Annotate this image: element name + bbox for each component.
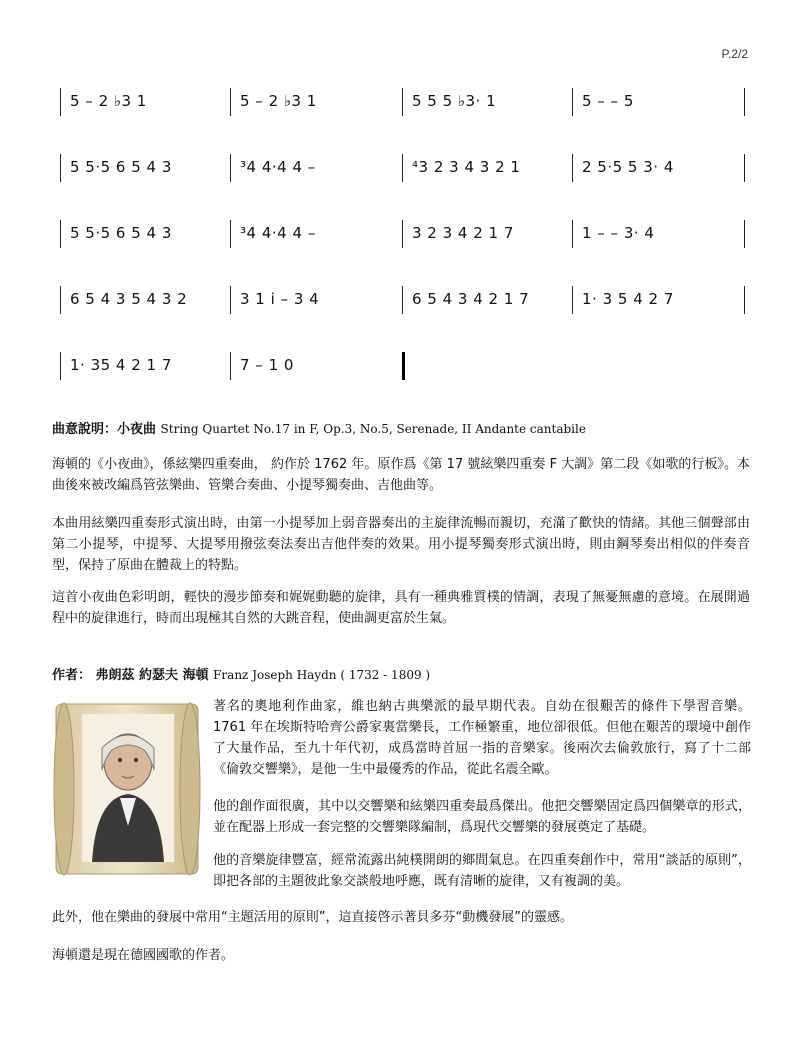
author-paragraph: 海頓還是現在德國國歌的作者。 [52,948,235,963]
score-measure: 3 2 3 4 2 1 7 [412,224,514,242]
score-measure: ³4 4·4 4 – [240,224,316,242]
score-measure: 5 – 2 ♭3 1 [240,92,317,110]
score-row [60,218,760,248]
score-measure: 1 – – 3· 4 [582,224,655,242]
score-measure: 5 5·5 6 5 4 3 [70,158,172,176]
score-measure: 5 – 2 ♭3 1 [70,92,147,110]
author-paragraph: 此外，他在樂曲的發展中常用“主題活用的原則”，這直接啓示著貝多芬“動機發展”的靈感。 [52,910,573,925]
description-heading: 曲意說明：小夜曲 String Quartet No.17 in F, Op.3, No.5, Serenade, II Andante cantabile [52,422,586,437]
score-measure: 7 – 1 0 [240,356,294,374]
author-paragraph: 他的音樂旋律豐富，經常流露出純樸開朗的鄉間氣息。在四重奏創作中，常用“談話的原則”，即把各部的主題彼此象交談般地呼應，既有清晰的旋律，又有複調的美。 [213,853,751,889]
score-measure: 6 5 4 3 5 4 3 2 [70,290,188,308]
author-paragraph: 著名的奧地利作曲家，維也納古典樂派的最早期代表。自幼在很艱苦的條件下學習音樂。1761 年在埃斯特哈齊公爵家裏當樂長，工作極繁重，地位卻很低。但他在艱苦的環境中創作了大量作品，至九十年代初，成爲當時首屈一指的音樂家。後兩次去倫敦旅行，寫了十二部《倫敦交響樂》，是他一生中最優秀的作品，從此名震全歐。 [213,699,751,777]
description-paragraph: 海頓的《小夜曲》，係絃樂四重奏曲， 約作於 1762 年。原作爲《第 17 號絃樂四重奏 F 大調》第二段《如歌的行板》。本曲後來被改編爲管弦樂曲、管樂合奏曲、小提琴獨奏曲、吉他曲等。 [52,457,750,493]
score-measure: 5 5·5 6 5 4 3 [70,224,172,242]
score-row [60,86,760,116]
page-number: P.2/2 [721,47,748,61]
score-row [60,152,760,182]
description-paragraph: 這首小夜曲色彩明朗，輕快的漫步節奏和娓娓動聽的旋律，具有一種典雅質樸的情調，表現了無憂無慮的意境。在展開過程中的旋律進行，時而出現極其自然的大跳音程，使曲調更富於生氣。 [52,590,750,626]
author-paragraph: 他的創作面很廣，其中以交響樂和絃樂四重奏最爲傑出。他把交響樂固定爲四個樂章的形式，並在配器上形成一套完整的交響樂隊編制，爲現代交響樂的發展奠定了基礎。 [213,799,751,835]
score-row [60,284,760,314]
score-measure: 5 5 5 ♭3· 1 [412,92,497,110]
author-heading: 作者： 弗朗茲 約瑟夫 海頓 Franz Joseph Haydn ( 1732 - 1809 ) [52,668,431,683]
numbered-music-score [60,86,760,416]
score-measure: 5 – – 5 [582,92,634,110]
score-measure: 6 5 4 3 4 2 1 7 [412,290,530,308]
description-paragraph: 本曲用絃樂四重奏形式演出時，由第一小提琴加上弱音器奏出的主旋律流暢而親切，充滿了歡快的情緒。其他三個聲部由第二小提琴，中提琴、大提琴用撥弦奏法奏出吉他伴奏的效果。用小提琴獨奏形式演出時，則由鋼琴奏出相似的伴奏音型，保持了原曲在體裁上的特點。 [52,516,750,573]
haydn-portrait-scroll [52,700,202,878]
score-measure: 1· 3 5 4 2 7 [582,290,674,308]
score-measure: ³4 4·4 4 – [240,158,316,176]
score-row [60,350,760,380]
score-measure: 2 5·5 5 3· 4 [582,158,674,176]
score-measure: ⁴3 2 3 4 3 2 1 [412,158,521,176]
score-measure: 3 1 i – 3 4 [240,290,320,308]
score-measure: 1· 35 4 2 1 7 [70,356,172,374]
